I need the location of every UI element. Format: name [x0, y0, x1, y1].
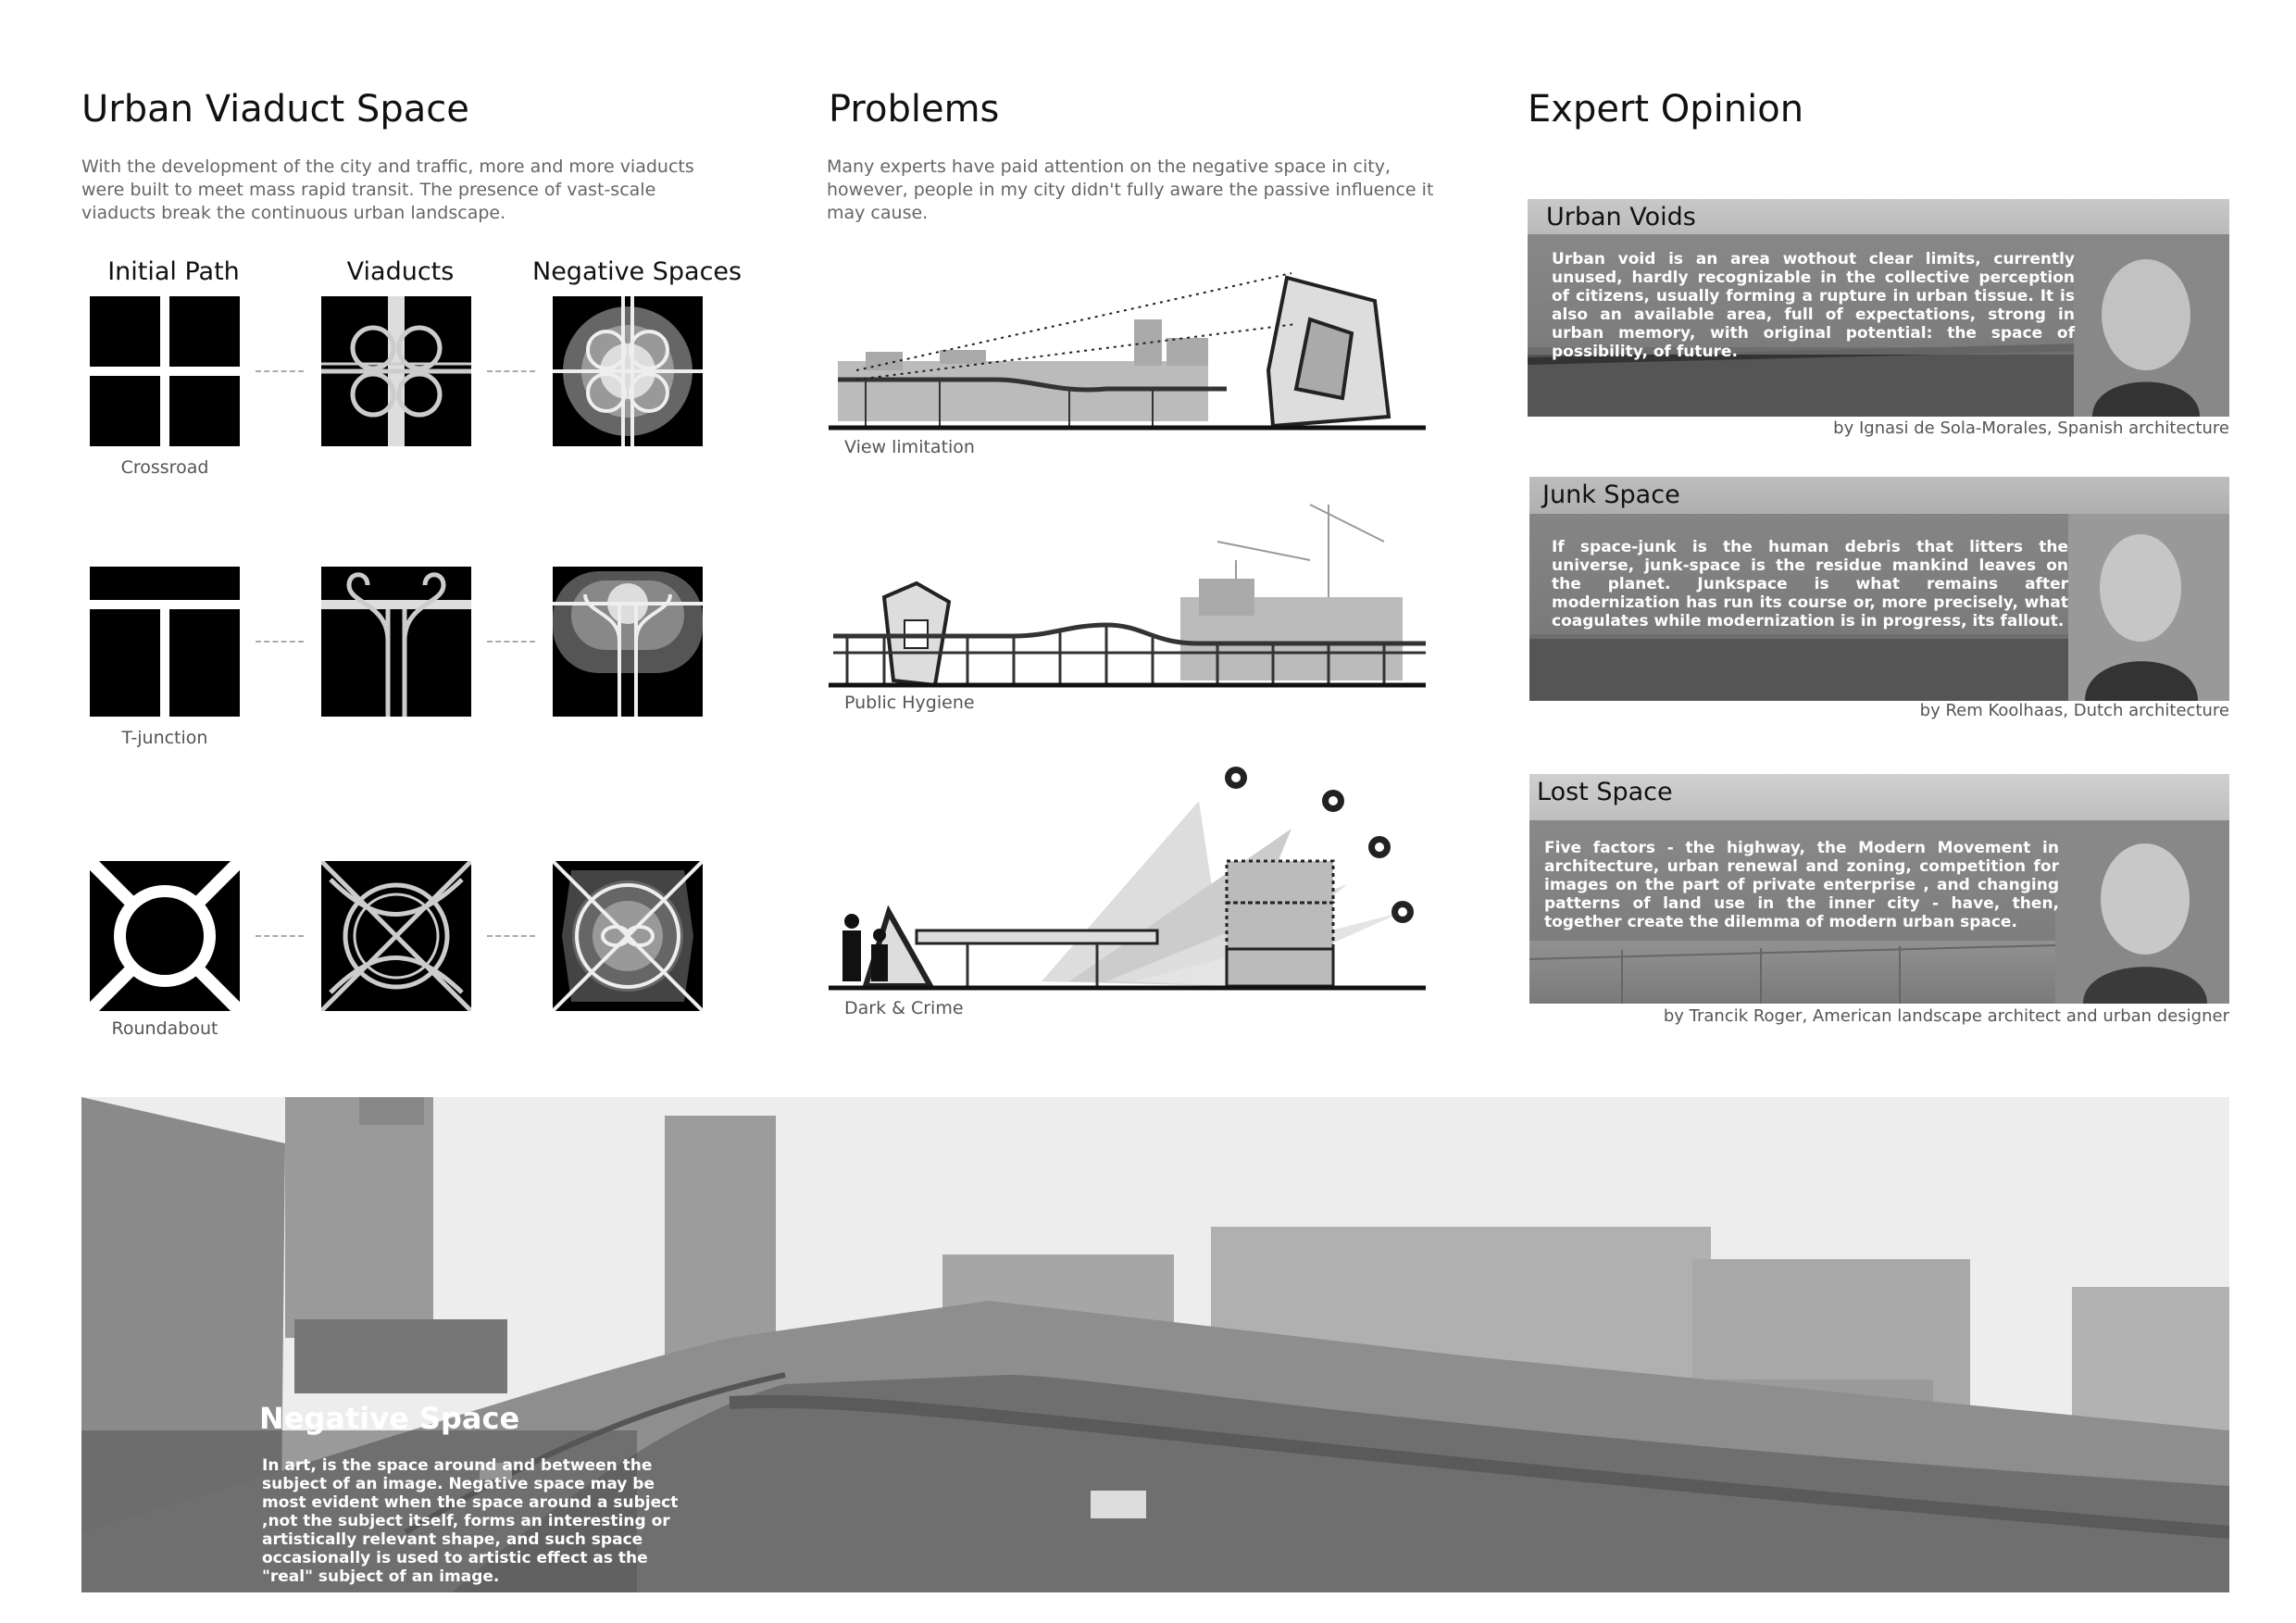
view-limitation-diagram [829, 250, 1430, 435]
card-lost-space [1529, 774, 2229, 1004]
dark-crime-diagram [829, 755, 1430, 991]
caption-view-limitation: View limitation [844, 437, 975, 457]
tjunction-initial-path [90, 567, 240, 717]
public-hygiene-diagram [829, 486, 1430, 690]
card-author: by Ignasi de Sola-Morales, Spanish architecture [1833, 418, 2229, 438]
roundabout-initial-path [90, 861, 240, 1011]
urban-viaduct-title: Urban Viaduct Space [81, 88, 469, 131]
dash-connector [487, 935, 535, 937]
row-label-roundabout: Roundabout [111, 1018, 218, 1039]
row-label-tjunction: T-junction [121, 728, 208, 748]
card-text: Urban void is an area wothout clear limits, currently unused, hardly recognizable in the collective perception of citizens, usually forming a rupture in urban tissue. It is also an available area, full of expectations, strong in urban memory, with original potential: the space of possibility, of future. [1552, 250, 2075, 361]
crossroad-initial-path [90, 296, 240, 446]
negative-space-text: In art, is the space around and between the subject of an image. Negative space may be most evident when the space around a subject ,not the subject itself, forms an interesting or artistically relevant shape, and such space occasionally is used to artistic effect as the "real" subject of an image. [262, 1456, 679, 1586]
card-text: If space-junk is the human debris that litters the universe, junk-space is the residue mankind leaves on the planet. Junkspace is what remains after modernization has run its course or, more precisely, what coagulates while modernization is in progress, its fallout. [1552, 538, 2068, 630]
crossroad-viaduct [321, 296, 471, 446]
card-title: Urban Voids [1546, 203, 1696, 231]
caption-dark-crime: Dark & Crime [844, 998, 964, 1018]
column-initial-path: Initial Path [107, 257, 240, 286]
card-urban-voids [1528, 199, 2229, 417]
card-text: Five factors - the highway, the Modern Movement in architecture, urban renewal and zoning, competition for images on the part of private enterprise , and changing patterns of land use in the inner city - have, then, together create the dilemma of modern urban space. [1544, 839, 2059, 931]
column-negative-spaces: Negative Spaces [532, 257, 742, 286]
card-author: by Trancik Roger, American landscape architect and urban designer [1663, 1006, 2229, 1026]
card-junk-space [1529, 477, 2229, 701]
caption-public-hygiene: Public Hygiene [844, 693, 975, 713]
tjunction-viaduct [321, 567, 471, 717]
problems-title: Problems [829, 88, 1000, 131]
roundabout-negative-space [553, 861, 703, 1011]
urban-viaduct-description: With the development of the city and traffic, more and more viaducts were built to meet mass rapid transit. The presence of vast-scale viaducts break the continuous urban landscape. [81, 156, 694, 223]
dash-connector [256, 641, 304, 643]
dash-connector [487, 370, 535, 372]
tjunction-negative-space [553, 567, 703, 717]
negative-space-panorama [81, 1097, 2229, 1592]
negative-space-title: Negative Space [259, 1401, 520, 1436]
dash-connector [256, 370, 304, 372]
column-viaducts: Viaducts [346, 257, 455, 286]
row-label-crossroad: Crossroad [120, 457, 209, 478]
expert-opinion-title: Expert Opinion [1528, 88, 1804, 131]
dash-connector [256, 935, 304, 937]
card-title: Lost Space [1537, 778, 1673, 806]
card-author: by Rem Koolhaas, Dutch architecture [1919, 701, 2229, 720]
roundabout-viaduct [321, 861, 471, 1011]
problems-description: Many experts have paid attention on the negative space in city, however, people in my city didn't fully aware the passive influence it may cause. [827, 156, 1434, 223]
card-title: Junk Space [1542, 481, 1680, 509]
crossroad-negative-space [553, 296, 703, 446]
dash-connector [487, 641, 535, 643]
